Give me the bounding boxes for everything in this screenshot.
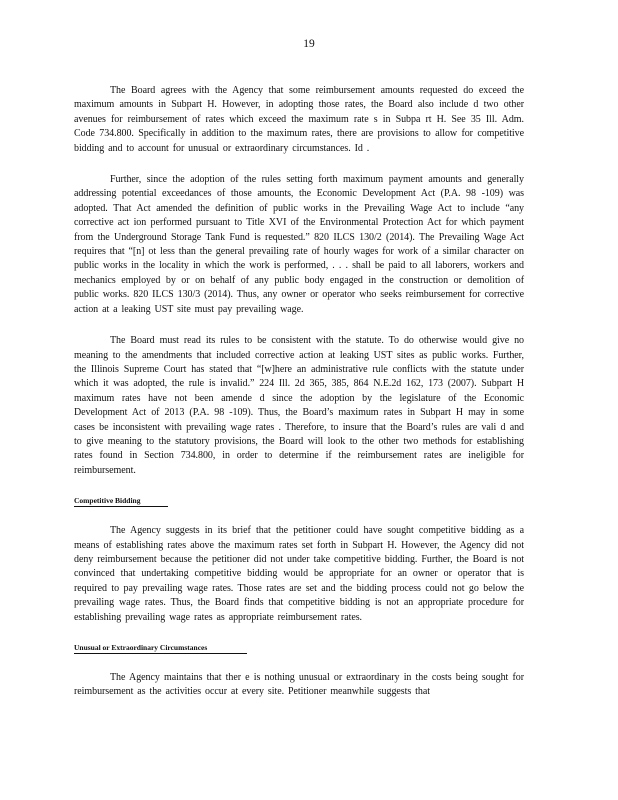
section-heading-unusual-circumstances: Unusual or Extraordinary Circumstances bbox=[74, 642, 247, 654]
section-heading-wrapper bbox=[74, 637, 524, 655]
paragraph-competitive-bidding: The Agency suggests in its brief that the petitioner could have sought competitive bidding as a means of establishing rates above the maximum rates set forth in Subpart H. However, the Agency did not deny reimbursement because the petitioner did not under take competitive bidding. Further, the Board is not convinced that undertaking competitive bidding would be appropriate for an owner or operator that is required to pay prevailing wage rates. Those rates are set and the bidding process could not go below the prevailing wage rates. Thus, the Board finds that competitive bidding is not an appropriate procedure for establishing prevailing wage rates as appropriate reimbursement rates. bbox=[74, 525, 524, 623]
paragraph-economic-development-act: Further, since the adoption of the rules setting forth maximum payment amounts and generally addressing potential exceedances of those amounts, the Economic Development Act (P.A. 98 -109) was adopted. That Act amended the definition of public works in the Prevailing Wage Act to include “any corrective act ion performed pursuant to Title XVI of the Environmental Protection Act for which payment from the Underground Storage Tank Fund is requested.” 820 ILCS 130/2 (2014). The Prevailing Wage Act requires that “[n] ot less than the general prevailing rate of hourly wages for work of a similar character on public works in the locality in which the work is performed, . . . shall be paid to all laborers, workers and mechanics employed by or on behalf of any public body engaged in the construction or demolition of public works. 820 ILCS 130/3 (2014). Thus, any owner or operator who seeks reimbursement for corrective action at a leaking UST site must pay prevailing wage. bbox=[74, 174, 524, 315]
paragraph-unusual-circumstances: The Agency maintains that ther e is nothing unusual or extraordinary in the costs being sought for reimbursement as the activities occur at every site. Petitioner meanwhile suggests that bbox=[74, 672, 524, 698]
paragraph-board-must-read-rules: The Board must read its rules to be consistent with the statute. To do otherwise would give no meaning to the amendments that included corrective action at leaking UST sites as public works. Further, the Illinois Supreme Court has stated that “[w]here an administrative rule conflicts with the statute under which it was adopted, the rule is invalid.” 224 Ill. 2d 365, 385, 864 N.E.2d 162, 173 (2007). Subpart H maximum rates have not been amende d since the adoption by the legislature of the Economic Development Act of 2013 (P.A. 98 -109). Thus, the Board’s maximum rates in Subpart H may in some cases be inconsistent with prevailing wage rates . Therefore, to insure that the Board’s rules are vali d and to give meaning to the statutory provisions, the Board will look to the other two methods for establishing rates found in Section 734.800, in order to determine if the reimbursement rates are ineligible for reimbursement. bbox=[74, 335, 524, 476]
paragraph-board-agrees: The Board agrees with the Agency that some reimbursement amounts requested do exceed the maximum amounts in Subpart H. However, in adopting those rates, the Board also include d two other avenues for reimbursement of rates which exceed the maximum rate s in Subpa rt H. See 35 Ill. Adm. Code 734.800. Specifically in addition to the maximum rates, there are provisions to allow for competitive bidding and to account for unusual or extraordinary circumstances. Id . bbox=[74, 85, 524, 154]
section-heading-wrapper bbox=[74, 490, 524, 508]
page-body bbox=[74, 84, 524, 700]
page-number: 19 bbox=[303, 38, 315, 50]
section-heading-competitive-bidding: Competitive Bidding bbox=[74, 495, 168, 507]
